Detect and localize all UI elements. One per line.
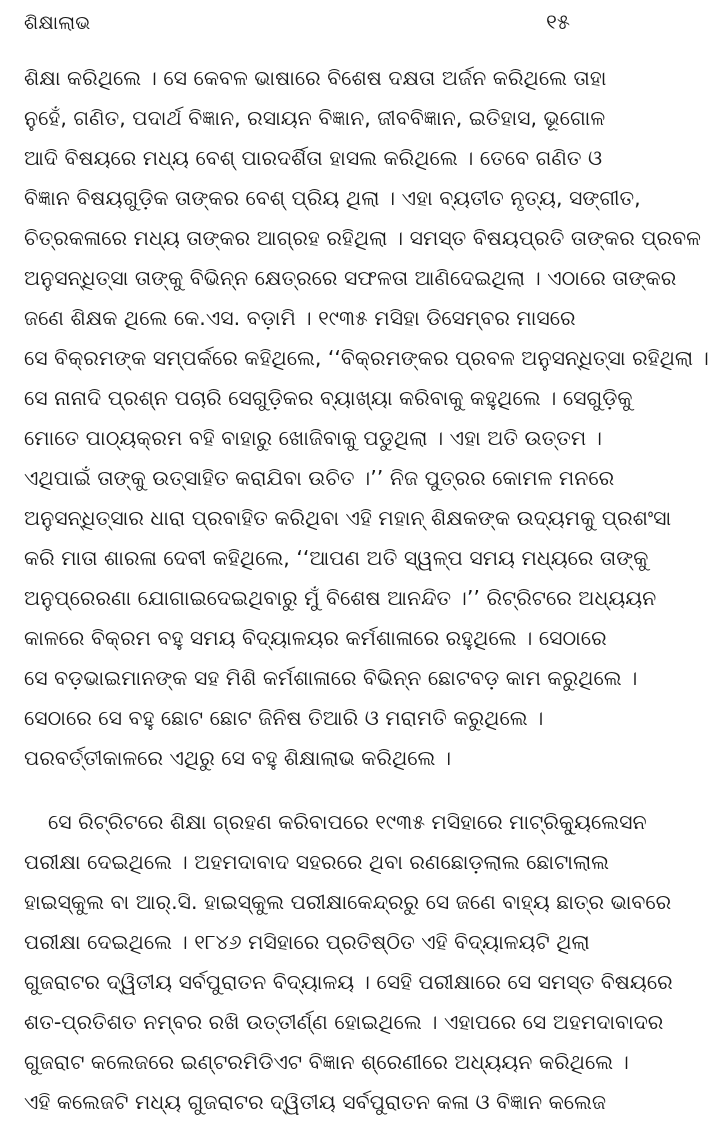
body-text <box>24 58 709 1122</box>
text-line: ନୁହେଁ, ଗଣିତ, ପଦାର୍ଥ ବିଜ୍ଞାନ, ରସାୟନ ବିଜ୍ଞାନ, ଜୀବବିଜ୍ଞାନ, ଇତିହାସ, ଭୂଗୋଳ <box>24 106 606 130</box>
text-line: ସେ ବଡ଼ଭାଇମାନଙ୍କ ସହ ମିଶି କର୍ମଶାଳାରେ ବିଭିନ୍ନ ଛୋଟବଡ଼ କାମ କରୁଥିଲେ । <box>24 666 638 690</box>
paragraph-1 <box>24 58 709 778</box>
page-number: ୧୫ <box>545 10 570 34</box>
text-line: ଗୁଜରାଟ କଲେଜରେ ଇଣ୍ଟରମିଡିଏଟ ବିଜ୍ଞାନ ଶ୍ରେଣୀରେ ଅଧ୍ୟୟନ କରିଥିଲେ । <box>24 1050 629 1074</box>
text-line: ସେ ରିଟ୍ରିଟରେ ଶିକ୍ଷା ଗ୍ରହଣ କରିବାପରେ ୧୯୩୫ ମସିହାରେ ମାଟ୍ରିକ୍ୟୁଲେସନ <box>48 810 647 834</box>
text-line: ବିଜ୍ଞାନ ବିଷୟଗୁଡ଼ିକ ତାଙ୍କର ବେଶ୍ ପ୍ରିୟ ଥିଲା । ଏହା ବ୍ୟତୀତ ନୃତ୍ୟ, ସଙ୍ଗୀତ, <box>24 186 641 210</box>
text-line: ଆଦି ବିଷୟରେ ମଧ୍ୟ ବେଶ୍ ପାରଦର୍ଶିତା ହାସଲ କରିଥିଲେ । ତେବେ ଗଣିତ ଓ <box>24 146 603 170</box>
paragraph-spacer <box>24 778 584 802</box>
text-line: ଅନୁସନ୍ଧିତ୍ସା ତାଙ୍କୁ ବିଭିନ୍ନ କ୍ଷେତ୍ରରେ ସଫଳତା ଆଣିଦେଇଥିଲା । ଏଠାରେ ତାଙ୍କର <box>24 266 677 290</box>
text-line: ସେଠାରେ ସେ ବହୁ ଛୋଟ ଛୋଟ ଜିନିଷ ତିଆରି ଓ ମରାମତି କରୁଥିଲେ । <box>24 706 544 730</box>
text-line: ଏହି କଲେଜଟି ମଧ୍ୟ ଗୁଜରାଟର ଦ୍ୱିତୀୟ ସର୍ବପୁରାତନ କଳା ଓ ବିଜ୍ଞାନ କଲେଜ <box>24 1090 607 1114</box>
text-line: ଶତ-ପ୍ରତିଶତ ନମ୍ବର ରଖି ଉତ୍ତୀର୍ଣ୍ଣ ହୋଇଥିଲେ । ଏହାପରେ ସେ ଅହମଦାବାଦର <box>24 1010 664 1034</box>
text-line: ପରୀକ୍ଷା ଦେଇଥିଲେ । ଅହମଦାବାଦ ସହରରେ ଥିବା ରଣଛୋଡ଼ଲାଲ ଛୋଟାଲାଲ <box>24 850 610 874</box>
text-line: ସେ ନାନାଦି ପ୍ରଶ୍ନ ପଚାରି ସେଗୁଡ଼ିକର ବ୍ୟାଖ୍ୟା କରିବାକୁ କହୁଥିଲେ । ସେଗୁଡ଼ିକୁ <box>24 386 633 410</box>
text-line: ଏଥିପାଇଁ ତାଙ୍କୁ ଉତ୍ସାହିତ କରାଯିବା ଉଚିତ ।’’ ନିଜ ପୁତ୍ରର କୋମଳ ମନରେ <box>24 466 615 490</box>
text-line: ମୋତେ ପାଠ୍ୟକ୍ରମ ବହି ବାହାରୁ ଖୋଜିବାକୁ ପଡୁଥିଲା । ଏହା ଅତି ଉତ୍ତମ । <box>24 426 602 450</box>
text-line: ପରୀକ୍ଷା ଦେଇଥିଲେ । ୧୮୪୬ ମସିହାରେ ପ୍ରତିଷ୍ଠିତ ଏହି ବିଦ୍ୟାଳୟଟି ଥିଲା <box>24 930 590 954</box>
text-line: ହାଇସ୍କୁଲ ବା ଆର୍.ସି. ହାଇସ୍କୁଲ ପରୀକ୍ଷାକେନ୍ଦ୍ରରୁ ସେ ଜଣେ ବାହ୍ୟ ଛାତ୍ର ଭାବରେ <box>24 890 672 914</box>
running-header <box>24 10 576 40</box>
text-line: ପରବର୍ତ୍ତୀକାଳରେ ଏଥିରୁ ସେ ବହୁ ଶିକ୍ଷାଲାଭ କରିଥିଲେ । <box>24 746 452 770</box>
text-line: ଅନୁସନ୍ଧିତ୍ସାର ଧାରା ପ୍ରବାହିତ କରିଥିବା ଏହି ମହାନ୍ ଶିକ୍ଷକଙ୍କ ଉଦ୍ୟମକୁ ପ୍ରଶଂସା <box>24 506 672 530</box>
text-line: ଚିତ୍ରକଳାରେ ମଧ୍ୟ ତାଙ୍କର ଆଗ୍ରହ ରହିଥିଲା । ସମସ୍ତ ବିଷୟପ୍ରତି ତାଙ୍କର ପ୍ରବଳ <box>24 226 701 250</box>
text-line: କାଳରେ ବିକ୍ରମ ବହୁ ସମୟ ବିଦ୍ୟାଳୟର କର୍ମଶାଳାରେ ରହୁଥିଲେ । ସେଠାରେ <box>24 626 607 650</box>
text-line: ସେ ବିକ୍ରମଙ୍କ ସମ୍ପର୍କରେ କହିଥିଲେ, ‘‘ବିକ୍ରମଙ୍କର ପ୍ରବଳ ଅନୁସନ୍ଧିତ୍ସା ରହିଥିଲା । <box>24 346 709 370</box>
chapter-title: ଶିକ୍ଷାଲାଭ <box>24 12 91 34</box>
text-line: ଜଣେ ଶିକ୍ଷକ ଥିଲେ କେ.ଏସ. ବଡ଼ାମି । ୧୯୩୫ ମସିହା ଡିସେମ୍ବର ମାସରେ <box>24 306 576 330</box>
text-line: ଶିକ୍ଷା କରିଥିଲେ । ସେ କେବଳ ଭାଷାରେ ବିଶେଷ ଦକ୍ଷତା ଅର୍ଜନ କରିଥିଲେ ତାହା <box>24 66 607 90</box>
paragraph-2 <box>24 802 673 1122</box>
text-line: କରି ମାତା ଶାରଳା ଦେବୀ କହିଥିଲେ, ‘‘ଆପଣ ଅତି ସ୍ୱଳ୍ପ ସମୟ ମଧ୍ୟରେ ତାଙ୍କୁ <box>24 546 649 570</box>
text-line: ଅନୁପ୍ରେରଣା ଯୋଗାଇଦେଇଥିବାରୁ ମୁଁ ବିଶେଷ ଆନନ୍ଦିତ ।’’ ରିଟ୍ରିଟରେ ଅଧ୍ୟୟନ <box>24 586 657 610</box>
text-line: ଗୁଜରାଟର ଦ୍ୱିତୀୟ ସର୍ବପୁରାତନ ବିଦ୍ୟାଳୟ । ସେହି ପରୀକ୍ଷାରେ ସେ ସମସ୍ତ ବିଷୟରେ <box>24 970 673 994</box>
